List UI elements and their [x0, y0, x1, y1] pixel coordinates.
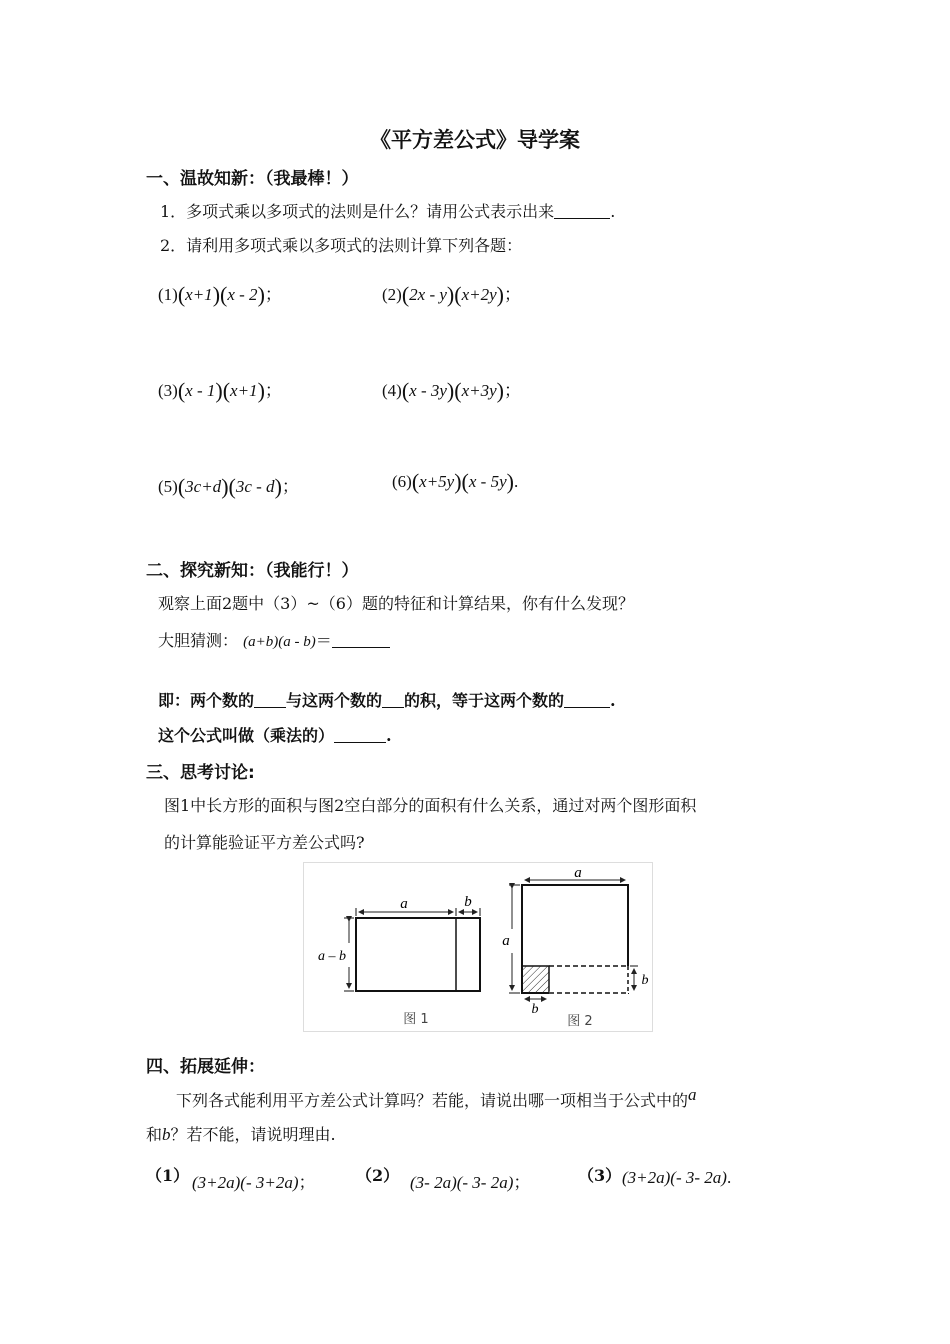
- guess-blank: [332, 633, 390, 648]
- figure-2: [502, 865, 648, 1029]
- exercise-factor-b: x - 5y: [468, 472, 507, 491]
- exercise-factor-a: 3c+d: [185, 477, 222, 496]
- exercise-num: (2): [382, 285, 402, 304]
- extension-text-2: [146, 1122, 336, 1145]
- exercise-factor-b: x - 2: [227, 285, 258, 304]
- rule-line: [158, 688, 616, 711]
- exercise-end: ；: [503, 381, 521, 400]
- exercise-end: ；: [503, 285, 521, 304]
- figure-1-label-a-minus-b: a – b: [318, 949, 346, 964]
- figure-1-caption: 图 1: [403, 1012, 429, 1027]
- extension-item-1: [192, 1168, 316, 1193]
- rule-blank-1: [254, 693, 286, 708]
- extension-item-1-num: （1）: [146, 1166, 190, 1185]
- exercise-num: (5): [158, 477, 178, 496]
- section-3-heading: 三、思考讨论:: [146, 763, 255, 783]
- question-1: [160, 199, 615, 222]
- guess-expression: (a+b)(a - b): [243, 634, 316, 650]
- extension-item-3-num: （3）: [578, 1166, 622, 1185]
- rule-blank-2: [382, 693, 404, 708]
- figure-2-label-right-b: b: [641, 973, 649, 988]
- answer-blank: [554, 204, 610, 219]
- exercise-5: (5)(3c+d)(3c - d)；: [158, 474, 299, 499]
- figure-1-label-b: b: [464, 894, 472, 910]
- extension-text-1: [176, 1085, 697, 1111]
- rule-part-3: 的积，等于这两个数的: [404, 691, 565, 710]
- extension-expr: (3+2a)(- 3- 2a): [622, 1168, 727, 1187]
- exercise-factor-a: x - 3y: [409, 381, 447, 400]
- question-2: 2．请利用多项式乘以多项式的法则计算下列各题：: [160, 236, 523, 255]
- exercise-factor-b: x+2y: [461, 285, 497, 304]
- guess-label: 大胆猜测：: [158, 631, 239, 650]
- discussion-text-2: 的计算能验证平方差公式吗?: [164, 833, 365, 852]
- exercise-factor-a: x+5y: [419, 472, 455, 491]
- exercise-end: ；: [264, 381, 282, 400]
- exercise-num: (1): [158, 285, 178, 304]
- variable-b: b: [162, 1125, 171, 1144]
- rule-part-1: 即：两个数的: [158, 691, 255, 710]
- geometry-figures: [303, 862, 653, 1032]
- exercise-factor-b: x+3y: [461, 381, 497, 400]
- exercise-factor-b: x+1: [230, 381, 258, 400]
- section-4-heading: 四、拓展延伸：: [146, 1057, 265, 1077]
- figure-1-rectangle: [356, 918, 480, 991]
- extension-item-2-num: （2）: [356, 1166, 400, 1185]
- figure-2-small-square: [522, 966, 549, 993]
- exercise-num: (4): [382, 381, 402, 400]
- extension-expr: (3- 2a)(- 3- 2a): [410, 1173, 514, 1192]
- figure-1: [318, 894, 480, 1027]
- figure-2-label-left-a: a: [502, 933, 510, 949]
- extension-question: 下列各式能利用平方差公式计算吗？若能，请说出哪一项相当于公式中的: [176, 1091, 689, 1110]
- exercise-1: (1)(x+1)(x - 2)；: [158, 282, 282, 307]
- figure-2-label-top-a: a: [574, 865, 582, 881]
- guess-equals: ＝: [315, 631, 332, 650]
- extension-end: .: [726, 1168, 732, 1187]
- exercise-end: .: [513, 472, 519, 491]
- rule-end: .: [610, 691, 616, 710]
- formula-name-end: .: [386, 726, 392, 745]
- exercise-factor-a: x+1: [185, 285, 213, 304]
- exercise-end: ；: [264, 285, 282, 304]
- question-1-end: .: [610, 202, 616, 221]
- guess-line: [158, 628, 390, 651]
- exercise-factor-a: 2x - y: [409, 285, 447, 304]
- exercise-6: (6)(x+5y)(x - 5y).: [392, 469, 519, 494]
- exercise-factor-a: x - 1: [185, 381, 216, 400]
- discussion-text-1: 图1中长方形的面积与图2空白部分的面积有什么关系，通过对两个图形面积: [164, 796, 697, 815]
- extension-end: ；: [298, 1173, 316, 1192]
- exercise-3: (3)(x - 1)(x+1)；: [158, 378, 282, 403]
- section-2-heading: 二、探究新知：（我能行！）: [146, 561, 359, 581]
- exercise-end: ；: [281, 477, 299, 496]
- formula-name-text: 这个公式叫做（乘法的）: [158, 726, 335, 745]
- rule-blank-3: [564, 693, 610, 708]
- page-title: 《平方差公式》导学案: [370, 127, 580, 152]
- extension-item-2: [410, 1168, 530, 1193]
- figure-2-label-bottom-b: b: [531, 1002, 539, 1017]
- formula-name-blank: [334, 728, 386, 743]
- variable-a: a: [688, 1085, 697, 1104]
- extension-end: ；: [513, 1173, 531, 1192]
- extension-item-3: [622, 1168, 731, 1188]
- extension-expr: (3+2a)(- 3+2a): [192, 1173, 299, 1192]
- observe-text: 观察上面2题中（3）~（6）题的特征和计算结果，你有什么发现？: [158, 594, 634, 613]
- exercise-num: (3): [158, 381, 178, 400]
- figure-2-caption: 图 2: [567, 1014, 593, 1029]
- figures-svg: [304, 863, 652, 1031]
- formula-name-line: [158, 723, 392, 746]
- exercise-2: (2)(2x - y)(x+2y)；: [382, 282, 521, 307]
- exercise-4: (4)(x - 3y)(x+3y)；: [382, 378, 521, 403]
- rule-part-2: 与这两个数的: [286, 691, 383, 710]
- extension-and: 和: [146, 1125, 163, 1144]
- extension-reason: ？若不能，请说明理由.: [170, 1125, 336, 1144]
- question-1-text: 1．多项式乘以多项式的法则是什么？请用公式表示出来: [160, 202, 555, 221]
- exercise-factor-b: 3c - d: [235, 477, 275, 496]
- section-1-heading: 一、温故知新：（我最棒！）: [146, 169, 359, 189]
- figure-1-label-a: a: [400, 896, 408, 912]
- exercise-num: (6): [392, 472, 412, 491]
